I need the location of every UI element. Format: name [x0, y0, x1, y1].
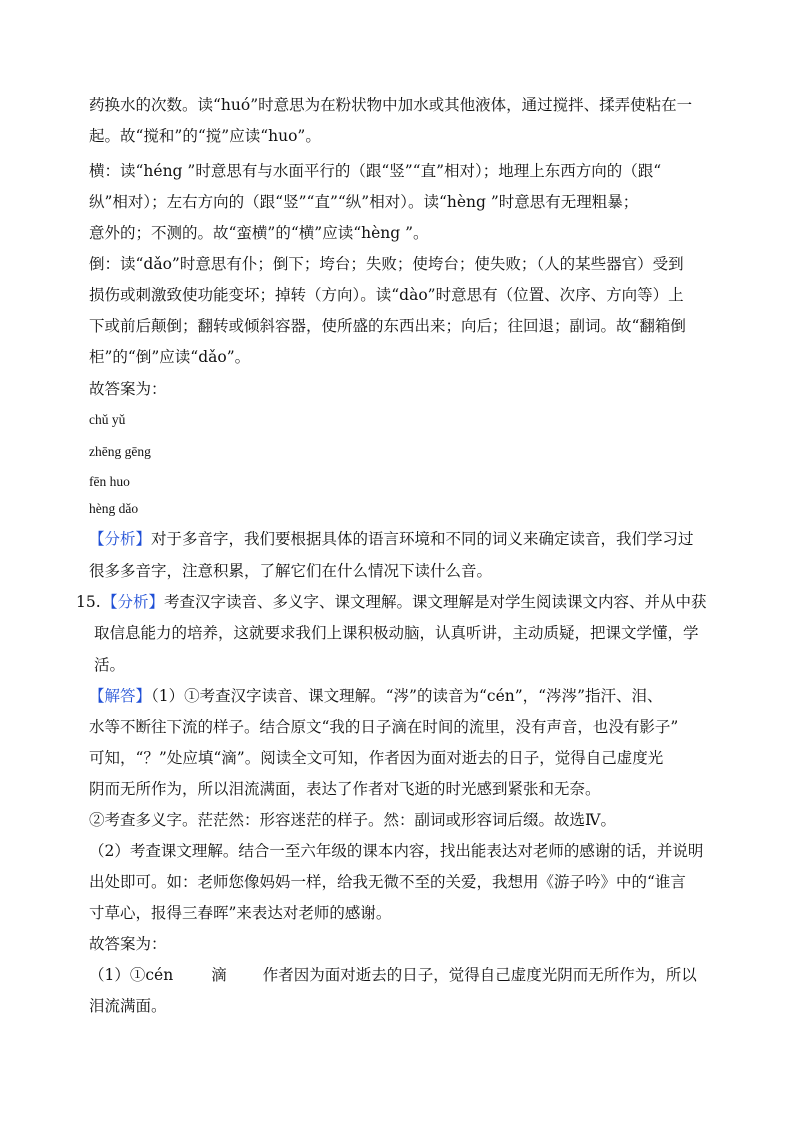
text-line: 阴而无所作为，所以泪流满面，表达了作者对飞逝的时光感到紧张和无奈。: [89, 780, 601, 798]
text-line: 取信息能力的培养，这就要求我们上课积极动脑，认真听讲，主动质疑，把课文学懂，学: [94, 624, 699, 642]
pinyin-line: fēn huo: [89, 474, 130, 489]
text-line: 横：读“héng ”时意思有与水面平行的（跟“竖”“直”相对）；地理上东西方向的（跟“: [89, 162, 662, 180]
solution-line: 【解答】（1）①考查汉字读音、课文理解。“涔”的读音为“cén”，“涔涔”指汗、泪、: [89, 687, 663, 705]
text-line: 起。故“搅和”的“搅”应读“huo”。: [89, 127, 321, 145]
text-line: 寸草心，报得三春晖”来表达对老师的感谢。: [89, 904, 392, 922]
analysis-tag: 【分析】: [89, 530, 152, 548]
answer-heading: 故答案为：: [89, 380, 167, 398]
text-line: 下或前后颠倒；翻转或倾斜容器，使所盛的东西出来；向后；往回退；副词。故“翻箱倒: [89, 317, 686, 335]
pinyin-line: chǔ yǔ: [89, 412, 126, 427]
answer-line: （1）①cén 滴 作者因为面对逝去的日子，觉得自己虚度光阴而无所作为，所以: [89, 966, 697, 984]
text-line: 损伤或刺激致使功能变坏；掉转（方向）。读“dào”时意思有（位置、次序、方向等）上: [89, 286, 684, 304]
pinyin-line: zhēng gēng: [89, 444, 151, 459]
text-line: ②考查多义字。茫茫然：形容迷茫的样子。然：副词或形容词后缀。故选Ⅳ。: [89, 811, 616, 829]
analysis-tag: 【分析】: [102, 593, 165, 611]
text-line: 倒：读“dǎo”时意思有仆；倒下；垮台；失败；使垮台；使失败；（人的某些器官）受到: [89, 255, 684, 273]
analysis-line: 【分析】考查汉字读音、多义字、课文理解。课文理解是对学生阅读课文内容、并从中获: [102, 593, 707, 611]
text-line: 纵”相对）；左右方向的（跟“竖”“直”“纵”相对）。读“hèng ”时意思有无理粗暴；: [89, 193, 639, 211]
question-number: 15.: [76, 593, 101, 611]
text-line: （2）考查课文理解。结合一至六年级的课本内容，找出能表达对老师的感谢的话，并说明: [89, 842, 704, 860]
analysis-line: 【分析】对于多音字，我们要根据具体的语言环境和不同的词义来确定读音，我们学习过: [89, 530, 694, 548]
text-line: 可知，“？”处应填“滴”。阅读全文可知，作者因为面对逝去的日子，觉得自己虚度光: [89, 749, 664, 767]
text-line: 意外的；不测的。故“蛮横”的“横”应读“hèng ”。: [89, 224, 429, 242]
solution-tag: 【解答】: [89, 687, 152, 705]
answer-heading: 故答案为：: [89, 935, 167, 953]
text-line: 出处即可。如：老师您像妈妈一样，给我无微不至的关爱，我想用《游子吟》中的“谁言: [89, 873, 686, 891]
text-line: 很多多音字，注意积累，了解它们在什么情况下读什么音。: [89, 562, 493, 580]
text-line: 柜”的“倒”应读“dǎo”。: [89, 348, 251, 366]
text-line: 药换水的次数。读“huó”时意思为在粉状物中加水或其他液体，通过搅拌、揉弄使粘在一: [89, 96, 693, 114]
text-line: 泪流满面。: [89, 997, 167, 1015]
text-line: 活。: [94, 656, 126, 674]
pinyin-line: hèng dǎo: [89, 501, 139, 516]
text-line: 水等不断往下流的样子。结合原文“我的日子滴在时间的流里，没有声音，也没有影子”: [89, 718, 679, 736]
